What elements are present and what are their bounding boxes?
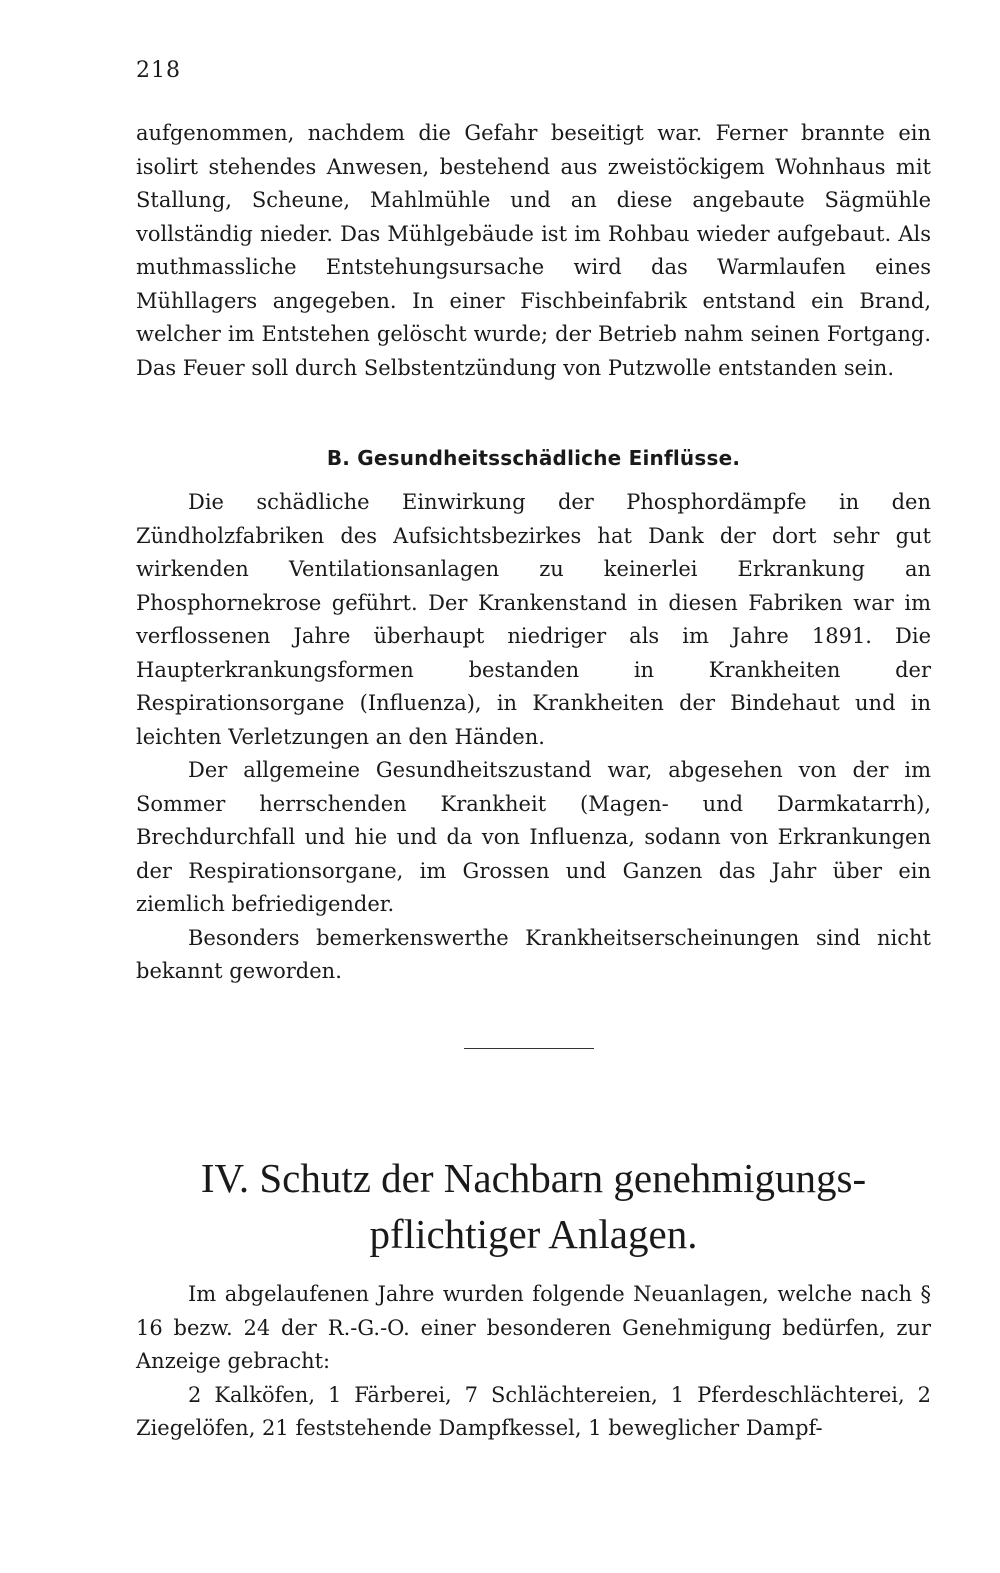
paragraph: Im abgelaufenen Jahre wurden folgende Neuanlagen, welche nach § 16 bezw. 24 der R.-G.-O. einer besonderen Genehmigung bedürfen, zur Anzeige gebracht:: [136, 1282, 931, 1373]
chapter-heading-line-2: pflichtiger Anlagen.: [369, 1211, 698, 1257]
paragraph: 2 Kalköfen, 1 Färberei, 7 Schlächtereien, 1 Pferdeschlächterei, 2 Ziegelöfen, 21 feststehende Dampfkessel, 1 beweglicher Dampf-: [136, 1382, 931, 1440]
section-a-text: [136, 117, 931, 385]
paragraph: Der allgemeine Gesundheitszustand war, abgesehen von der im Sommer herrschenden Krankheit (Magen- und Darmkatarrh), Brechdurchfall und hie und da von Influenza, sodann von Erkrankungen der Respirationsorgane, im Grossen und Ganzen das Jahr über ein ziemlich befriedigender.: [136, 758, 931, 916]
paragraph: Die schädliche Einwirkung der Phosphordämpfe in den Zündholzfabriken des Aufsichtsbezirkes hat Dank der dort sehr gut wirkenden Ventilationsanlagen zu keinerlei Erkrankung an Phosphornekrose geführt. Der Krankenstand in diesen Fabriken war im verflossenen Jahre überhaupt niedriger als im Jahre 1891. Die Haupterkrankungsformen bestanden in Krankheiten der Respirationsorgane (Influenza), in Krankheiten der Bindehaut und in leichten Verletzungen an den Händen.: [136, 490, 931, 749]
section-b-text: [136, 486, 931, 989]
paragraph: Besonders bemerkenswerthe Krankheitserscheinungen sind nicht bekannt geworden.: [136, 925, 931, 983]
chapter-heading-line-1: IV. Schutz der Nachbarn genehmigungs-: [200, 1155, 867, 1201]
section-b-heading: B. Gesundheitsschädliche Einflüsse.: [326, 446, 741, 470]
section-divider: [464, 1048, 594, 1049]
page-number: 218: [136, 58, 181, 83]
chapter-heading: [136, 1150, 931, 1262]
paragraph: aufgenommen, nachdem die Gefahr beseitigt war. Ferner brannte ein isolirt stehendes Anwesen, bestehend aus zweistöckigem Wohnhaus mit Stallung, Scheune, Mahlmühle und an diese angebaute Sägmühle vollständig nieder. Das Mühlgebäude ist im Rohbau wieder aufgebaut. Als muthmassliche Entstehungsursache wird das Warmlaufen eines Mühllagers angegeben. In einer Fischbeinfabrik entstand ein Brand, welcher im Entstehen gelöscht wurde; der Betrieb nahm seinen Fortgang. Das Feuer soll durch Selbstentzündung von Putzwolle entstanden sein.: [136, 121, 931, 380]
chapter-iv-text: [136, 1278, 931, 1446]
